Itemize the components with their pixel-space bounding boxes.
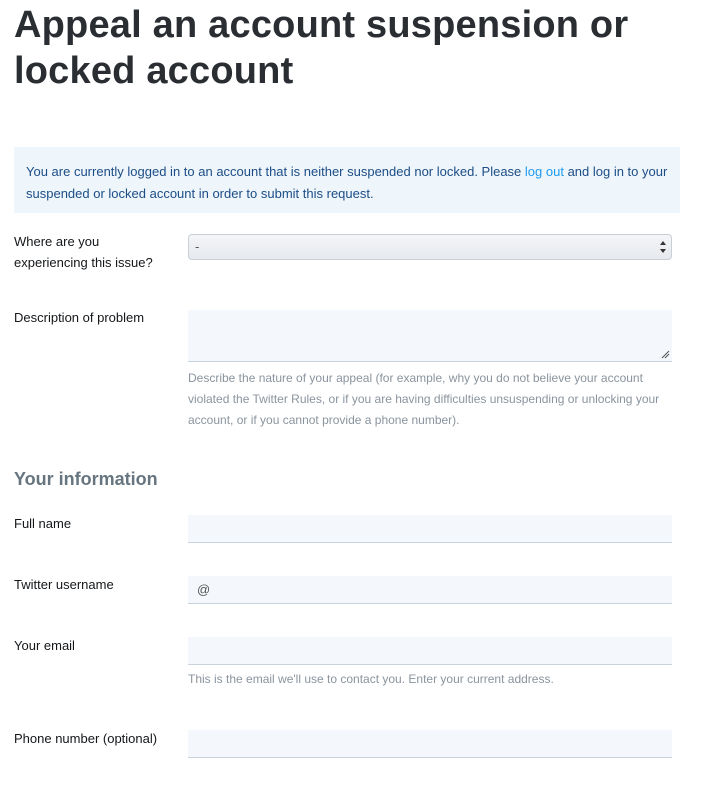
- issue-location-label: Where are you experiencing this issue?: [14, 234, 153, 270]
- description-label: Description of problem: [14, 310, 145, 325]
- full-name-label: Full name: [14, 516, 72, 531]
- twitter-username-input[interactable]: [188, 576, 672, 604]
- resize-handle-icon[interactable]: [660, 349, 670, 359]
- select-arrows-icon: [659, 237, 667, 257]
- description-help-text: Describe the nature of your appeal (for example, why you do not believe your account violated the Twitter Rules, or if you are having difficulties unsuspending or unlocking your account, or if you cannot provide a phone number).: [188, 371, 660, 427]
- twitter-username-label: Twitter username: [14, 577, 114, 592]
- issue-location-select[interactable]: [188, 234, 672, 260]
- full-name-input[interactable]: [188, 515, 672, 543]
- email-input[interactable]: [188, 637, 672, 665]
- phone-label: Phone number (optional): [14, 731, 158, 746]
- email-help-text: This is the email we'll use to contact you. Enter your current address.: [188, 672, 554, 686]
- description-textarea[interactable]: [188, 310, 672, 362]
- issue-location-selected-value: -: [195, 239, 200, 254]
- notice-text-after: and log in to your suspended or locked account in order to submit this request.: [26, 164, 668, 201]
- page-title: Appeal an account suspension or locked account: [14, 4, 629, 92]
- log-out-link[interactable]: log out: [524, 164, 564, 179]
- logged-in-notice: [14, 147, 680, 213]
- at-prefix: @: [197, 582, 211, 597]
- your-information-heading: Your information: [14, 469, 158, 489]
- email-label: Your email: [14, 638, 75, 653]
- phone-input[interactable]: [188, 730, 672, 758]
- notice-text-before: You are currently logged in to an account that is neither suspended nor locked. Please: [26, 164, 525, 179]
